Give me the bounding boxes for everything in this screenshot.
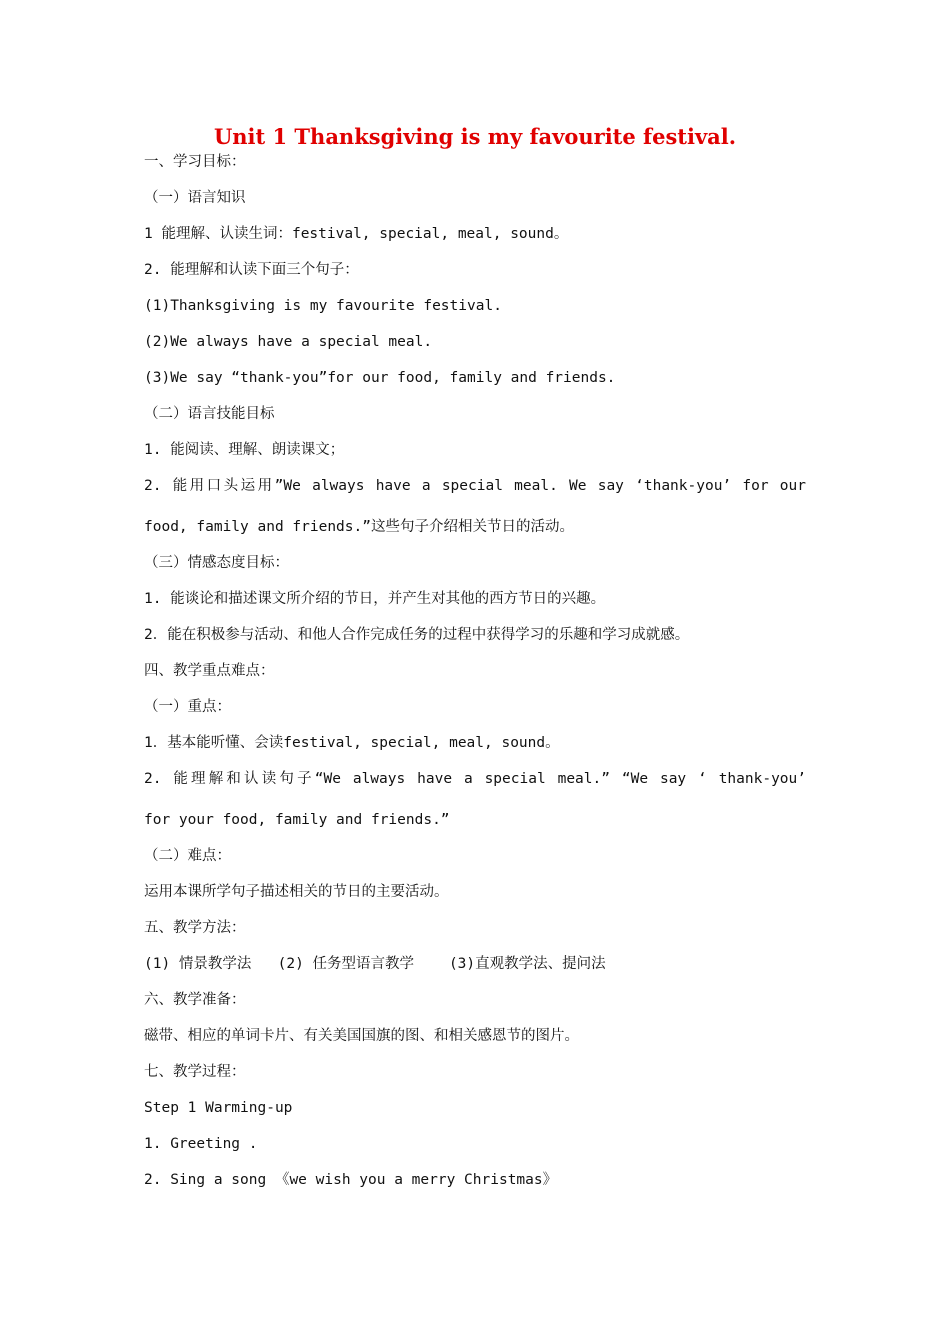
text-line: 磁带、相应的单词卡片、有关美国国旗的图、和相关感恩节的图片。 <box>144 1028 579 1044</box>
subheading-emotion-attitude: （三）情感态度目标： <box>144 555 289 571</box>
text-line: 运用本课所学句子描述相关的节日的主要活动。 <box>144 884 449 900</box>
text-line: 2．能在积极参与活动、和他人合作完成任务的过程中获得学习的乐趣和学习成就感。 <box>144 627 690 643</box>
section-heading-process: 七、教学过程： <box>144 1064 246 1080</box>
section-heading-objectives: 一、学习目标： <box>144 154 246 170</box>
text-line: 1．基本能听懂、会读festival, special, meal, sound。 <box>144 735 560 751</box>
text-line: (1) 情景教学法 (2) 任务型语言教学 (3)直观教学法、提问法 <box>144 956 606 972</box>
document-title: Unit 1 Thanksgiving is my favourite festival. <box>213 124 737 149</box>
text-line: 1. 能阅读、理解、朗读课文； <box>144 442 345 458</box>
subheading-language-knowledge: （一）语言知识 <box>144 190 246 206</box>
text-line: 2. Sing a song 《we wish you a merry Christmas》 <box>144 1172 558 1188</box>
text-line: 2. 能用口头运用”We always have a special meal. We say ‘thank-you’ for our <box>144 478 806 494</box>
section-heading-preparation: 六、教学准备： <box>144 992 246 1008</box>
section-heading-key-points: 四、教学重点难点： <box>144 663 275 679</box>
text-line: (1)Thanksgiving is my favourite festival. <box>144 298 502 314</box>
step-heading: Step 1 Warming-up <box>144 1100 293 1116</box>
section-heading-methods: 五、教学方法： <box>144 920 246 936</box>
text-line: 2. 能理解和认读下面三个句子： <box>144 262 359 278</box>
subheading-language-skills: （二）语言技能目标 <box>144 406 275 422</box>
text-line: (2)We always have a special meal. <box>144 334 433 350</box>
text-line: for your food, family and friends.” <box>144 812 450 828</box>
text-line: 1 能理解、认读生词：festival, special, meal, sound。 <box>144 226 569 242</box>
text-line: food, family and friends.”这些句子介绍相关节日的活动。 <box>144 519 574 535</box>
text-line: 1. 能谈论和描述课文所介绍的节日，并产生对其他的西方节日的兴趣。 <box>144 591 606 607</box>
text-line: (3)We say “thank-you”for our food, family and friends. <box>144 370 616 386</box>
text-line: 2. 能理解和认读句子“We always have a special meal.” “We say ‘ thank-you’ <box>144 771 806 787</box>
text-line: 1. Greeting . <box>144 1136 258 1152</box>
subheading-difficulties: （二）难点： <box>144 848 231 864</box>
subheading-key-points: （一）重点： <box>144 699 231 715</box>
